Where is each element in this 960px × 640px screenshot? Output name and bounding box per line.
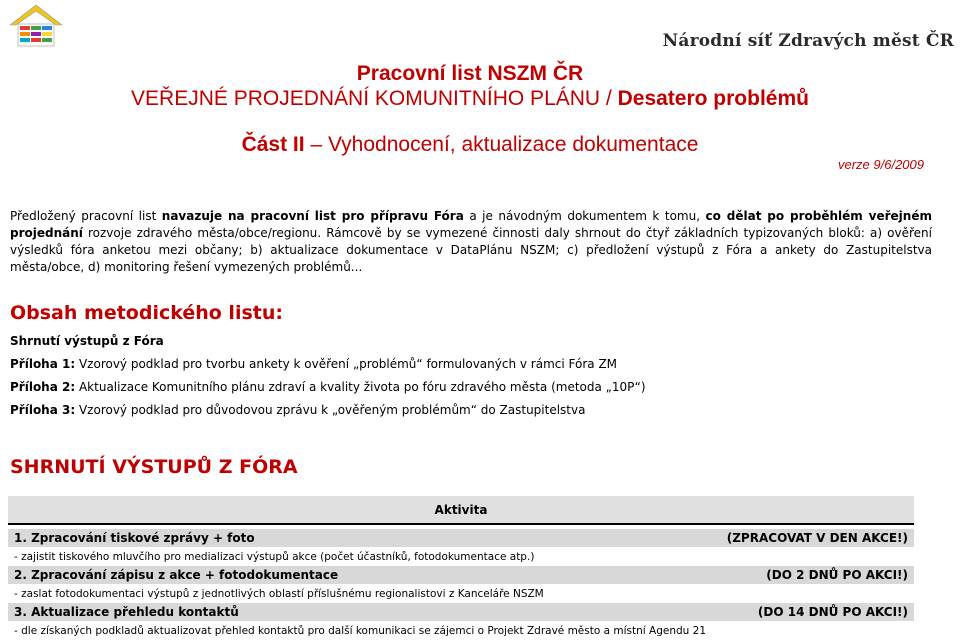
logo-roof xyxy=(10,5,62,25)
activity-deadline: (DO 2 DNŮ PO AKCI!) xyxy=(583,566,914,584)
intro-text-3: rozvoje zdravého města/obce/regionu. Rámcově by se vymezené činnosti daly shrnout do čtyř základních typizovaných bloků: a) ověření výsledků fóra anketou mezi občany; b) aktualizace dokumentace v DataPlánu NSZM; c) předložení výstupů z Fóra a ankety do Zastupitelstva města/obce, d) monitoring řešení vymezených problémů... xyxy=(10,226,932,274)
activity-title: 2. Zpracování zápisu z akce + fotodokumentace xyxy=(8,566,583,584)
table-row-detail xyxy=(8,547,914,566)
activity-detail: - zajistit tiskového mluvčího pro medializaci výstupů akce (počet účastníků, fotodokumentace atp.) xyxy=(14,550,535,563)
attachment-2-label: Příloha 2: xyxy=(10,380,76,394)
summary-heading: SHRNUTÍ VÝSTUPŮ Z FÓRA xyxy=(10,456,298,478)
attachment-2 xyxy=(10,380,646,394)
intro-text-2: a je návodným dokumentem k tomu, xyxy=(463,209,706,223)
intro-paragraph xyxy=(10,208,932,276)
page-subtitle xyxy=(0,87,940,111)
attachment-3 xyxy=(10,403,585,417)
table-row-detail xyxy=(8,584,914,603)
activity-deadline: (ZPRACOVAT V DEN AKCE!) xyxy=(583,529,914,547)
part-heading xyxy=(0,133,940,157)
attachment-3-label: Příloha 3: xyxy=(10,403,76,417)
part-number: Část II xyxy=(241,133,305,156)
activity-deadline: (DO 14 DNŮ PO AKCI!) xyxy=(583,603,914,621)
subtitle-main: VEŘEJNÉ PROJEDNÁNÍ KOMUNITNÍHO PLÁNU / xyxy=(131,87,618,110)
table-row xyxy=(8,603,914,621)
table-row xyxy=(8,566,914,584)
nszm-logo xyxy=(8,3,64,49)
contents-heading: Obsah metodického listu: xyxy=(10,302,283,324)
attachment-3-text: Vzorový podklad pro důvodovou zprávu k „ověřeným problémům“ do Zastupitelstva xyxy=(75,403,586,417)
brand-name: Národní síť Zdravých měst ČR xyxy=(662,31,954,51)
activity-detail: - dle získaných podkladů aktualizovat přehled kontaktů pro další komunikaci se zájemci o Projekt Zdravé město a místní Agendu 21 xyxy=(14,624,707,637)
version-label: verze 9/6/2009 xyxy=(837,157,924,172)
table-row xyxy=(8,529,914,547)
activity-table xyxy=(8,496,914,640)
table-header-row xyxy=(8,496,914,524)
page-title: Pracovní list NSZM ČR xyxy=(356,62,584,85)
activity-title: 1. Zpracování tiskové zprávy + foto xyxy=(8,529,583,547)
subtitle-emphasis: Desatero problémů xyxy=(617,87,809,110)
table-row-detail xyxy=(8,621,914,640)
attachment-1-label: Příloha 1: xyxy=(10,357,76,371)
attachment-1-text: Vzorový podklad pro tvorbu ankety k ověření „problémů“ formulovaných v rámci Fóra ZM xyxy=(75,357,618,371)
column-header-activity: Aktivita xyxy=(8,496,914,524)
activity-detail: - zaslat fotodokumentaci výstupů z jednotlivých oblastí příslušnému regionalistovi z Kanceláře NSZM xyxy=(14,587,544,600)
attachment-2-text: Aktualizace Komunitního plánu zdraví a kvality života po fóru zdravého města (metoda „10P“) xyxy=(75,380,646,394)
activity-title: 3. Aktualizace přehledu kontaktů xyxy=(8,603,583,621)
intro-bold-2: co dělat po proběhlém veřejném projednání xyxy=(10,209,932,240)
intro-bold-1: navazuje na pracovní list pro přípravu Fóra xyxy=(161,209,464,223)
part-title: – Vyhodnocení, aktualizace dokumentace xyxy=(304,133,699,156)
contents-summary-label: Shrnutí výstupů z Fóra xyxy=(10,334,164,348)
intro-text-1: Předložený pracovní list xyxy=(10,209,162,223)
attachment-1 xyxy=(10,357,617,371)
